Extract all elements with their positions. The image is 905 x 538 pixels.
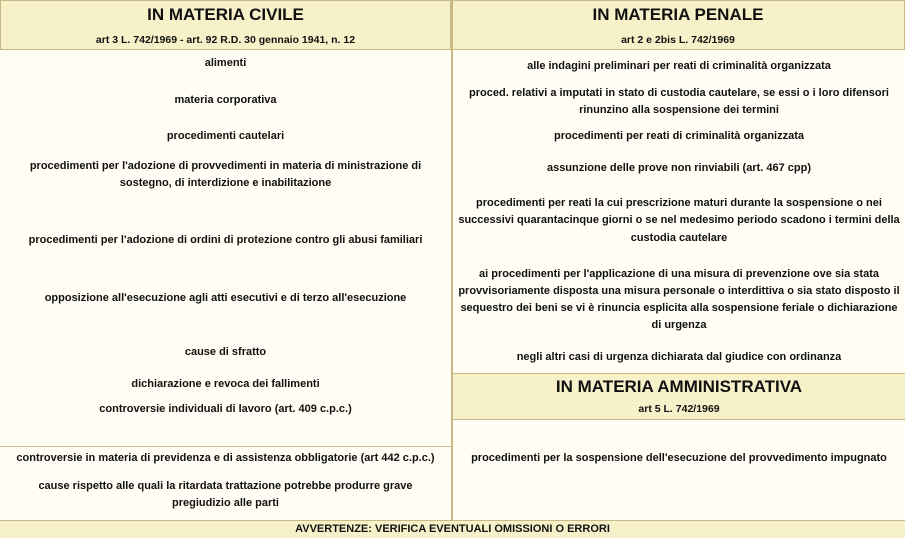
civile-title: IN MATERIA CIVILE: [147, 5, 304, 24]
row-separator: [0, 446, 451, 447]
amministrativa-header: [453, 373, 905, 420]
civile-item: procedimenti per l'adozione di ordini di protezione contro gli abusi familiari: [28, 234, 423, 247]
civile-item: procedimenti per l'adozione di provvedimenti in materia di ministrazione di sostegno, di interdizione e inabilitazione: [29, 159, 422, 189]
column-divider: [451, 0, 453, 520]
civile-item: controversie in materia di previdenza e di assistenza obbligatorie (art 442 c.p.c.): [16, 452, 435, 465]
footer-warning: AVVERTENZE: VERIFICA EVENTUALI OMISSIONI O ERRORI: [0, 520, 905, 538]
penale-item: proced. relativi a imputati in stato di custodia cautelare, se essi o i loro difensori rinunzino alla sospensione dei termini: [469, 86, 889, 116]
penale-item: alle indagini preliminari per reati di criminalità organizzata: [527, 60, 831, 73]
civile-item: materia corporativa: [174, 94, 277, 107]
amministrativa-subtitle: art 5 L. 742/1969: [638, 403, 720, 415]
civile-item: alimenti: [204, 57, 247, 70]
civile-item: cause rispetto alle quali la ritardata trattazione potrebbe produrre grave pregiudizio alle parti: [38, 479, 413, 509]
amministrativa-title: IN MATERIA AMMINISTRATIVA: [555, 377, 803, 396]
civile-item: opposizione all'esecuzione agli atti esecutivi e di terzo all'esecuzione: [44, 292, 407, 305]
penale-item: assunzione delle prove non rinviabili (art. 467 cpp): [546, 162, 812, 175]
penale-item: procedimenti per reati la cui prescrizione maturi durante la sospensione o nei successivi quarantacinque giorni o se nel medesimo periodo scadono i termini della custodia cautelare: [458, 197, 900, 244]
civile-item: cause di sfratto: [184, 346, 267, 359]
penale-item: ai procedimenti per l'applicazione di una misura di prevenzione ove sia stata provvisoriamente disposta una misura personale o interdittiva o sia stato disposto il sequestro dei beni se vi è rinuncia esplicita alla sospensione feriale o dichiarazione di urgenza: [458, 267, 900, 332]
civile-item: controversie individuali di lavoro (art. 409 c.p.c.): [99, 403, 352, 416]
penale-item: negli altri casi di urgenza dichiarata dal giudice con ordinanza: [516, 351, 842, 364]
penale-header: [451, 0, 905, 50]
civile-header: [0, 0, 451, 50]
civile-subtitle: art 3 L. 742/1969 - art. 92 R.D. 30 gennaio 1941, n. 12: [95, 34, 356, 46]
penale-item: procedimenti per reati di criminalità organizzata: [553, 130, 804, 143]
penale-title: IN MATERIA PENALE: [592, 5, 764, 24]
civile-item: procedimenti cautelari: [166, 130, 285, 143]
penale-subtitle: art 2 e 2bis L. 742/1969: [621, 34, 735, 46]
civile-item: dichiarazione e revoca dei fallimenti: [131, 378, 320, 391]
amministrativa-item: procedimenti per la sospensione dell'esecuzione del provvedimento impugnato: [471, 452, 887, 465]
